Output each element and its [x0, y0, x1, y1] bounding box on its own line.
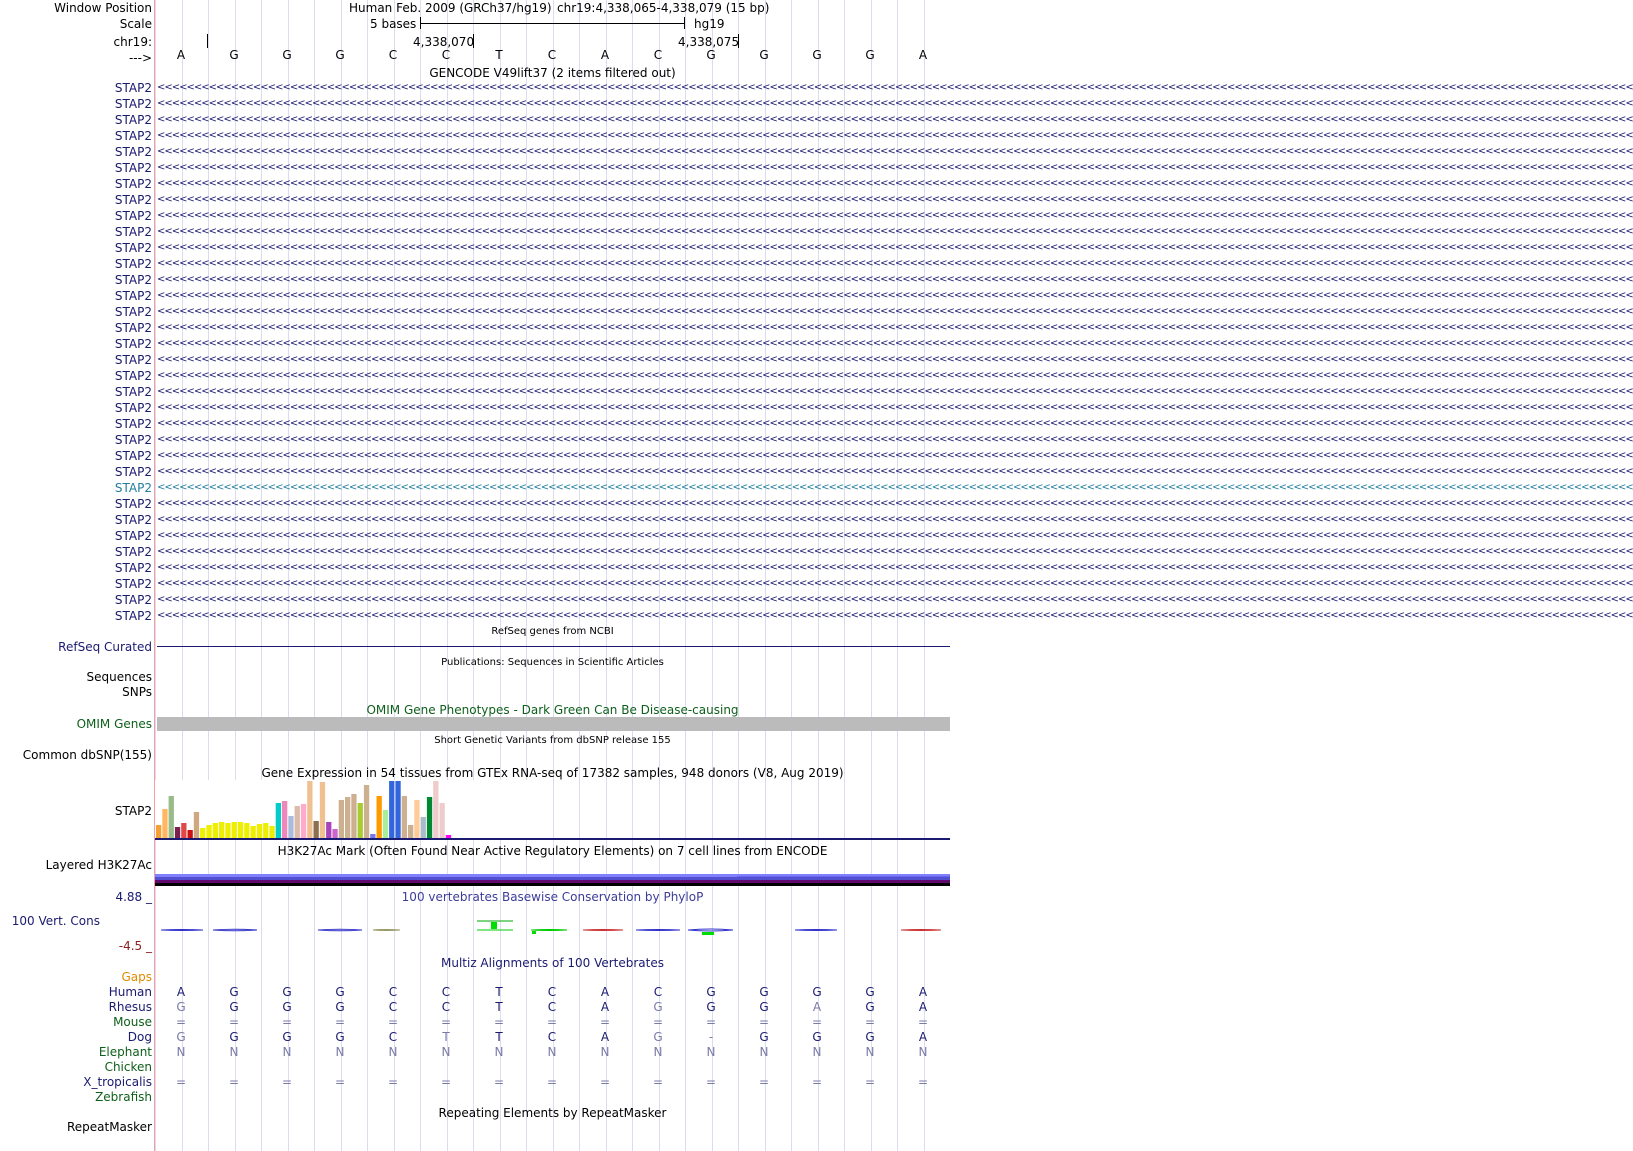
- multiz-base: A: [176, 985, 186, 999]
- multiz-base: =: [758, 1015, 770, 1029]
- gencode-transcript-line[interactable]: <<<<<<<<<<<<<<<<<<<<<<<<<<<<<<<<<<<<<<<<<<<<<<<<<<<<<<<<<<<<<<<<<<<<<<<<<<<<<<<<<<<<<<<<<<<<<<<<<<<<<<<<<<<<<<<<<<<<<<<<<<<<<<<<<<<<<<<<<<<<<<<<<<<<<<<<<<<<<<<<<<<<<<<<<<<<<<<<<<<<<<<<<<<<<<<<<<<<<<<<: [157, 306, 1633, 317]
- gencode-gene-label[interactable]: STAP2: [114, 97, 152, 111]
- gencode-transcript-line[interactable]: <<<<<<<<<<<<<<<<<<<<<<<<<<<<<<<<<<<<<<<<<<<<<<<<<<<<<<<<<<<<<<<<<<<<<<<<<<<<<<<<<<<<<<<<<<<<<<<<<<<<<<<<<<<<<<<<<<<<<<<<<<<<<<<<<<<<<<<<<<<<<<<<<<<<<<<<<<<<<<<<<<<<<<<<<<<<<<<<<<<<<<<<<<<<<<<<<<<<<<<<: [157, 370, 1633, 381]
- multiz-base: G: [229, 1030, 239, 1044]
- gencode-gene-label[interactable]: STAP2: [114, 321, 152, 335]
- gencode-gene-label[interactable]: STAP2: [114, 593, 152, 607]
- repeatmasker-title: Repeating Elements by RepeatMasker: [438, 1106, 667, 1120]
- multiz-base: =: [864, 1015, 876, 1029]
- gencode-transcript-line[interactable]: <<<<<<<<<<<<<<<<<<<<<<<<<<<<<<<<<<<<<<<<<<<<<<<<<<<<<<<<<<<<<<<<<<<<<<<<<<<<<<<<<<<<<<<<<<<<<<<<<<<<<<<<<<<<<<<<<<<<<<<<<<<<<<<<<<<<<<<<<<<<<<<<<<<<<<<<<<<<<<<<<<<<<<<<<<<<<<<<<<<<<<<<<<<<<<<<<<<<<<<<: [157, 210, 1633, 221]
- multiz-base: G: [176, 1000, 186, 1014]
- gencode-gene-label[interactable]: STAP2: [114, 433, 152, 447]
- multiz-base: =: [599, 1015, 611, 1029]
- position-label: chr19:4,338,065-4,338,079 (15 bp): [557, 1, 770, 15]
- multiz-base: G: [282, 1000, 292, 1014]
- multiz-base: G: [759, 1000, 769, 1014]
- gtex-gene-label[interactable]: STAP2: [114, 804, 152, 818]
- multiz-base: C: [441, 985, 451, 999]
- multiz-species-label[interactable]: Dog: [127, 1030, 152, 1044]
- base-letter: C: [653, 48, 663, 62]
- h3k27ac-label[interactable]: Layered H3K27Ac: [45, 858, 152, 872]
- gencode-gene-label[interactable]: STAP2: [114, 401, 152, 415]
- multiz-base: G: [335, 1000, 345, 1014]
- multiz-base: G: [229, 985, 239, 999]
- common-dbsnp-label[interactable]: Common dbSNP(155): [22, 748, 152, 762]
- multiz-base: C: [441, 1000, 451, 1014]
- multiz-base: N: [229, 1045, 239, 1059]
- phylop-segment: [901, 930, 941, 931]
- base-letter: G: [812, 48, 822, 62]
- multiz-base: N: [547, 1045, 557, 1059]
- multiz-base: =: [652, 1075, 664, 1089]
- gencode-transcript-line[interactable]: <<<<<<<<<<<<<<<<<<<<<<<<<<<<<<<<<<<<<<<<<<<<<<<<<<<<<<<<<<<<<<<<<<<<<<<<<<<<<<<<<<<<<<<<<<<<<<<<<<<<<<<<<<<<<<<<<<<<<<<<<<<<<<<<<<<<<<<<<<<<<<<<<<<<<<<<<<<<<<<<<<<<<<<<<<<<<<<<<<<<<<<<<<<<<<<<<<<<<<<<: [157, 146, 1633, 157]
- multiz-base: N: [706, 1045, 716, 1059]
- phylop-track-label[interactable]: 100 Vert. Cons: [11, 914, 100, 928]
- gencode-transcript-line[interactable]: <<<<<<<<<<<<<<<<<<<<<<<<<<<<<<<<<<<<<<<<<<<<<<<<<<<<<<<<<<<<<<<<<<<<<<<<<<<<<<<<<<<<<<<<<<<<<<<<<<<<<<<<<<<<<<<<<<<<<<<<<<<<<<<<<<<<<<<<<<<<<<<<<<<<<<<<<<<<<<<<<<<<<<<<<<<<<<<<<<<<<<<<<<<<<<<<<<<<<<<<: [157, 338, 1633, 349]
- multiz-base: =: [175, 1015, 187, 1029]
- gencode-transcript-line[interactable]: <<<<<<<<<<<<<<<<<<<<<<<<<<<<<<<<<<<<<<<<<<<<<<<<<<<<<<<<<<<<<<<<<<<<<<<<<<<<<<<<<<<<<<<<<<<<<<<<<<<<<<<<<<<<<<<<<<<<<<<<<<<<<<<<<<<<<<<<<<<<<<<<<<<<<<<<<<<<<<<<<<<<<<<<<<<<<<<<<<<<<<<<<<<<<<<<<<<<<<<<: [157, 546, 1633, 557]
- gencode-gene-label[interactable]: STAP2: [114, 273, 152, 287]
- multiz-base: =: [811, 1015, 823, 1029]
- multiz-base: N: [282, 1045, 292, 1059]
- phylop-peak: [532, 931, 536, 934]
- multiz-base: N: [176, 1045, 186, 1059]
- multiz-base: =: [705, 1015, 717, 1029]
- gencode-title: GENCODE V49lift37 (2 items filtered out): [429, 66, 676, 80]
- gencode-gene-label[interactable]: STAP2: [114, 529, 152, 543]
- multiz-base: G: [759, 1030, 769, 1044]
- multiz-base: G: [282, 985, 292, 999]
- multiz-base: =: [652, 1015, 664, 1029]
- multiz-base: G: [706, 1000, 716, 1014]
- multiz-base: =: [758, 1075, 770, 1089]
- gencode-gene-label[interactable]: STAP2: [114, 577, 152, 591]
- scale-db: hg19: [694, 17, 725, 31]
- multiz-base: G: [229, 1000, 239, 1014]
- gencode-gene-label[interactable]: STAP2: [114, 513, 152, 527]
- multiz-species-label[interactable]: Elephant: [98, 1045, 152, 1059]
- label-divider: [154, 0, 155, 1151]
- phylop-segment: [583, 930, 623, 931]
- phylop-segment: [161, 930, 203, 931]
- tracks-panel: [155, 0, 1633, 1151]
- window-position-label: Window Position: [54, 1, 152, 15]
- multiz-base: =: [175, 1075, 187, 1089]
- base-letter: G: [229, 48, 239, 62]
- multiz-base: =: [811, 1075, 823, 1089]
- multiz-species-label[interactable]: Rhesus: [108, 1000, 152, 1014]
- multiz-base: G: [812, 985, 822, 999]
- multiz-base: C: [388, 1030, 398, 1044]
- multiz-base: N: [441, 1045, 451, 1059]
- multiz-base: G: [812, 1030, 822, 1044]
- gencode-gene-label[interactable]: STAP2: [114, 241, 152, 255]
- multiz-base: =: [917, 1015, 929, 1029]
- multiz-base: G: [282, 1030, 292, 1044]
- gencode-transcript-line[interactable]: <<<<<<<<<<<<<<<<<<<<<<<<<<<<<<<<<<<<<<<<<<<<<<<<<<<<<<<<<<<<<<<<<<<<<<<<<<<<<<<<<<<<<<<<<<<<<<<<<<<<<<<<<<<<<<<<<<<<<<<<<<<<<<<<<<<<<<<<<<<<<<<<<<<<<<<<<<<<<<<<<<<<<<<<<<<<<<<<<<<<<<<<<<<<<<<<<<<<<<<<: [157, 498, 1633, 509]
- gencode-gene-label[interactable]: STAP2: [114, 353, 152, 367]
- gencode-transcript-line[interactable]: <<<<<<<<<<<<<<<<<<<<<<<<<<<<<<<<<<<<<<<<<<<<<<<<<<<<<<<<<<<<<<<<<<<<<<<<<<<<<<<<<<<<<<<<<<<<<<<<<<<<<<<<<<<<<<<<<<<<<<<<<<<<<<<<<<<<<<<<<<<<<<<<<<<<<<<<<<<<<<<<<<<<<<<<<<<<<<<<<<<<<<<<<<<<<<<<<<<<<<<<: [157, 466, 1633, 477]
- multiz-base: T: [495, 985, 503, 999]
- multiz-species-label[interactable]: Zebrafish: [95, 1090, 152, 1104]
- base-letter: G: [282, 48, 292, 62]
- multiz-species-label[interactable]: Chicken: [104, 1060, 152, 1074]
- multiz-base: G: [865, 985, 875, 999]
- phylop-title: 100 vertebrates Basewise Conservation by PhyloP: [401, 890, 704, 904]
- multiz-base: A: [600, 985, 610, 999]
- multiz-base: =: [546, 1015, 558, 1029]
- multiz-base: N: [812, 1045, 822, 1059]
- refseq-title: RefSeq genes from NCBI: [491, 626, 614, 637]
- chrom-label: chr19:: [113, 35, 152, 49]
- multiz-base: =: [493, 1075, 505, 1089]
- gencode-transcript-line[interactable]: <<<<<<<<<<<<<<<<<<<<<<<<<<<<<<<<<<<<<<<<<<<<<<<<<<<<<<<<<<<<<<<<<<<<<<<<<<<<<<<<<<<<<<<<<<<<<<<<<<<<<<<<<<<<<<<<<<<<<<<<<<<<<<<<<<<<<<<<<<<<<<<<<<<<<<<<<<<<<<<<<<<<<<<<<<<<<<<<<<<<<<<<<<<<<<<<<<<<<<<<: [157, 178, 1633, 189]
- gencode-gene-label[interactable]: STAP2: [114, 129, 152, 143]
- gencode-gene-label[interactable]: STAP2: [114, 81, 152, 95]
- gencode-transcript-line[interactable]: <<<<<<<<<<<<<<<<<<<<<<<<<<<<<<<<<<<<<<<<<<<<<<<<<<<<<<<<<<<<<<<<<<<<<<<<<<<<<<<<<<<<<<<<<<<<<<<<<<<<<<<<<<<<<<<<<<<<<<<<<<<<<<<<<<<<<<<<<<<<<<<<<<<<<<<<<<<<<<<<<<<<<<<<<<<<<<<<<<<<<<<<<<<<<<<<<<<<<<<<: [157, 274, 1633, 285]
- multiz-base: G: [653, 1030, 663, 1044]
- gencode-transcript-line[interactable]: <<<<<<<<<<<<<<<<<<<<<<<<<<<<<<<<<<<<<<<<<<<<<<<<<<<<<<<<<<<<<<<<<<<<<<<<<<<<<<<<<<<<<<<<<<<<<<<<<<<<<<<<<<<<<<<<<<<<<<<<<<<<<<<<<<<<<<<<<<<<<<<<<<<<<<<<<<<<<<<<<<<<<<<<<<<<<<<<<<<<<<<<<<<<<<<<<<<<<<<<: [157, 194, 1633, 205]
- base-letter: G: [865, 48, 875, 62]
- multiz-species-label[interactable]: X_tropicalis: [83, 1075, 152, 1089]
- repeatmasker-label[interactable]: RepeatMasker: [66, 1120, 152, 1134]
- base-letter: T: [495, 48, 503, 62]
- gencode-gene-label[interactable]: STAP2: [114, 225, 152, 239]
- gencode-transcript-line[interactable]: <<<<<<<<<<<<<<<<<<<<<<<<<<<<<<<<<<<<<<<<<<<<<<<<<<<<<<<<<<<<<<<<<<<<<<<<<<<<<<<<<<<<<<<<<<<<<<<<<<<<<<<<<<<<<<<<<<<<<<<<<<<<<<<<<<<<<<<<<<<<<<<<<<<<<<<<<<<<<<<<<<<<<<<<<<<<<<<<<<<<<<<<<<<<<<<<<<<<<<<<: [157, 610, 1633, 621]
- assembly-label: Human Feb. 2009 (GRCh37/hg19): [349, 1, 552, 15]
- multiz-base: G: [335, 1030, 345, 1044]
- multiz-species-label[interactable]: Mouse: [113, 1015, 152, 1029]
- base-letter: G: [759, 48, 769, 62]
- gencode-gene-label[interactable]: STAP2: [114, 481, 152, 495]
- base-letter: C: [547, 48, 557, 62]
- multiz-species-label[interactable]: Human: [108, 985, 152, 999]
- ruler-tick-label: 4,338,075: [678, 35, 740, 49]
- phylop-peak: [491, 922, 497, 929]
- phylop-segment: [636, 930, 680, 931]
- multiz-base: G: [865, 1030, 875, 1044]
- gencode-gene-label[interactable]: STAP2: [114, 193, 152, 207]
- gencode-transcript-line[interactable]: <<<<<<<<<<<<<<<<<<<<<<<<<<<<<<<<<<<<<<<<<<<<<<<<<<<<<<<<<<<<<<<<<<<<<<<<<<<<<<<<<<<<<<<<<<<<<<<<<<<<<<<<<<<<<<<<<<<<<<<<<<<<<<<<<<<<<<<<<<<<<<<<<<<<<<<<<<<<<<<<<<<<<<<<<<<<<<<<<<<<<<<<<<<<<<<<<<<<<<<<: [157, 354, 1633, 365]
- gencode-gene-label[interactable]: STAP2: [114, 369, 152, 383]
- base-letter: A: [918, 48, 928, 62]
- multiz-base: =: [864, 1075, 876, 1089]
- phylop-signal[interactable]: [155, 0, 1633, 1151]
- phylop-segment: [531, 930, 567, 931]
- gencode-gene-label[interactable]: STAP2: [114, 449, 152, 463]
- multiz-base: N: [335, 1045, 345, 1059]
- base-letter: A: [600, 48, 610, 62]
- gencode-gene-label[interactable]: STAP2: [114, 545, 152, 559]
- gencode-transcript-line[interactable]: <<<<<<<<<<<<<<<<<<<<<<<<<<<<<<<<<<<<<<<<<<<<<<<<<<<<<<<<<<<<<<<<<<<<<<<<<<<<<<<<<<<<<<<<<<<<<<<<<<<<<<<<<<<<<<<<<<<<<<<<<<<<<<<<<<<<<<<<<<<<<<<<<<<<<<<<<<<<<<<<<<<<<<<<<<<<<<<<<<<<<<<<<<<<<<<<<<<<<<<<: [157, 114, 1633, 125]
- gencode-gene-label[interactable]: STAP2: [114, 337, 152, 351]
- gencode-gene-label[interactable]: STAP2: [114, 497, 152, 511]
- gencode-gene-label[interactable]: STAP2: [114, 289, 152, 303]
- gencode-transcript-line[interactable]: <<<<<<<<<<<<<<<<<<<<<<<<<<<<<<<<<<<<<<<<<<<<<<<<<<<<<<<<<<<<<<<<<<<<<<<<<<<<<<<<<<<<<<<<<<<<<<<<<<<<<<<<<<<<<<<<<<<<<<<<<<<<<<<<<<<<<<<<<<<<<<<<<<<<<<<<<<<<<<<<<<<<<<<<<<<<<<<<<<<<<<<<<<<<<<<<<<<<<<<<: [157, 130, 1633, 141]
- base-letter: C: [388, 48, 398, 62]
- multiz-base: A: [918, 985, 928, 999]
- multiz-base: G: [176, 1030, 186, 1044]
- gencode-gene-label[interactable]: STAP2: [114, 385, 152, 399]
- multiz-base: =: [228, 1015, 240, 1029]
- multiz-base: =: [334, 1075, 346, 1089]
- strand-label: --->: [128, 51, 152, 65]
- gencode-transcript-line[interactable]: <<<<<<<<<<<<<<<<<<<<<<<<<<<<<<<<<<<<<<<<<<<<<<<<<<<<<<<<<<<<<<<<<<<<<<<<<<<<<<<<<<<<<<<<<<<<<<<<<<<<<<<<<<<<<<<<<<<<<<<<<<<<<<<<<<<<<<<<<<<<<<<<<<<<<<<<<<<<<<<<<<<<<<<<<<<<<<<<<<<<<<<<<<<<<<<<<<<<<<<<: [157, 82, 1633, 93]
- gencode-transcript-line[interactable]: <<<<<<<<<<<<<<<<<<<<<<<<<<<<<<<<<<<<<<<<<<<<<<<<<<<<<<<<<<<<<<<<<<<<<<<<<<<<<<<<<<<<<<<<<<<<<<<<<<<<<<<<<<<<<<<<<<<<<<<<<<<<<<<<<<<<<<<<<<<<<<<<<<<<<<<<<<<<<<<<<<<<<<<<<<<<<<<<<<<<<<<<<<<<<<<<<<<<<<<<: [157, 162, 1633, 173]
- multiz-base: A: [918, 1000, 928, 1014]
- omim-title: OMIM Gene Phenotypes - Dark Green Can Be Disease-causing: [366, 703, 739, 717]
- publications-title: Publications: Sequences in Scientific Articles: [441, 657, 664, 668]
- scale-label: Scale: [119, 17, 152, 31]
- phylop-segment: [795, 930, 837, 931]
- multiz-base: C: [547, 985, 557, 999]
- gencode-transcript-line[interactable]: <<<<<<<<<<<<<<<<<<<<<<<<<<<<<<<<<<<<<<<<<<<<<<<<<<<<<<<<<<<<<<<<<<<<<<<<<<<<<<<<<<<<<<<<<<<<<<<<<<<<<<<<<<<<<<<<<<<<<<<<<<<<<<<<<<<<<<<<<<<<<<<<<<<<<<<<<<<<<<<<<<<<<<<<<<<<<<<<<<<<<<<<<<<<<<<<<<<<<<<<: [157, 226, 1633, 237]
- multiz-base: N: [388, 1045, 398, 1059]
- phylop-min-label: -4.5 _: [118, 939, 152, 953]
- multiz-base: G: [335, 985, 345, 999]
- multiz-base: =: [705, 1075, 717, 1089]
- gencode-transcript-line[interactable]: <<<<<<<<<<<<<<<<<<<<<<<<<<<<<<<<<<<<<<<<<<<<<<<<<<<<<<<<<<<<<<<<<<<<<<<<<<<<<<<<<<<<<<<<<<<<<<<<<<<<<<<<<<<<<<<<<<<<<<<<<<<<<<<<<<<<<<<<<<<<<<<<<<<<<<<<<<<<<<<<<<<<<<<<<<<<<<<<<<<<<<<<<<<<<<<<<<<<<<<<: [157, 242, 1633, 253]
- multiz-base: =: [546, 1075, 558, 1089]
- gencode-transcript-line[interactable]: <<<<<<<<<<<<<<<<<<<<<<<<<<<<<<<<<<<<<<<<<<<<<<<<<<<<<<<<<<<<<<<<<<<<<<<<<<<<<<<<<<<<<<<<<<<<<<<<<<<<<<<<<<<<<<<<<<<<<<<<<<<<<<<<<<<<<<<<<<<<<<<<<<<<<<<<<<<<<<<<<<<<<<<<<<<<<<<<<<<<<<<<<<<<<<<<<<<<<<<<: [157, 530, 1633, 541]
- gencode-transcript-line[interactable]: <<<<<<<<<<<<<<<<<<<<<<<<<<<<<<<<<<<<<<<<<<<<<<<<<<<<<<<<<<<<<<<<<<<<<<<<<<<<<<<<<<<<<<<<<<<<<<<<<<<<<<<<<<<<<<<<<<<<<<<<<<<<<<<<<<<<<<<<<<<<<<<<<<<<<<<<<<<<<<<<<<<<<<<<<<<<<<<<<<<<<<<<<<<<<<<<<<<<<<<<: [157, 578, 1633, 589]
- scale-text: 5 bases: [370, 17, 417, 31]
- gencode-gene-label[interactable]: STAP2: [114, 465, 152, 479]
- multiz-base: C: [547, 1030, 557, 1044]
- gencode-transcript-line[interactable]: <<<<<<<<<<<<<<<<<<<<<<<<<<<<<<<<<<<<<<<<<<<<<<<<<<<<<<<<<<<<<<<<<<<<<<<<<<<<<<<<<<<<<<<<<<<<<<<<<<<<<<<<<<<<<<<<<<<<<<<<<<<<<<<<<<<<<<<<<<<<<<<<<<<<<<<<<<<<<<<<<<<<<<<<<<<<<<<<<<<<<<<<<<<<<<<<<<<<<<<<: [157, 450, 1633, 461]
- gencode-transcript-line[interactable]: <<<<<<<<<<<<<<<<<<<<<<<<<<<<<<<<<<<<<<<<<<<<<<<<<<<<<<<<<<<<<<<<<<<<<<<<<<<<<<<<<<<<<<<<<<<<<<<<<<<<<<<<<<<<<<<<<<<<<<<<<<<<<<<<<<<<<<<<<<<<<<<<<<<<<<<<<<<<<<<<<<<<<<<<<<<<<<<<<<<<<<<<<<<<<<<<<<<<<<<<: [157, 290, 1633, 301]
- gencode-transcript-line[interactable]: <<<<<<<<<<<<<<<<<<<<<<<<<<<<<<<<<<<<<<<<<<<<<<<<<<<<<<<<<<<<<<<<<<<<<<<<<<<<<<<<<<<<<<<<<<<<<<<<<<<<<<<<<<<<<<<<<<<<<<<<<<<<<<<<<<<<<<<<<<<<<<<<<<<<<<<<<<<<<<<<<<<<<<<<<<<<<<<<<<<<<<<<<<<<<<<<<<<<<<<<: [157, 434, 1633, 445]
- gencode-gene-label[interactable]: STAP2: [114, 257, 152, 271]
- gtex-title: Gene Expression in 54 tissues from GTEx RNA-seq of 17382 samples, 948 donors (V8, Aug 2019): [261, 766, 844, 780]
- gencode-transcript-line[interactable]: <<<<<<<<<<<<<<<<<<<<<<<<<<<<<<<<<<<<<<<<<<<<<<<<<<<<<<<<<<<<<<<<<<<<<<<<<<<<<<<<<<<<<<<<<<<<<<<<<<<<<<<<<<<<<<<<<<<<<<<<<<<<<<<<<<<<<<<<<<<<<<<<<<<<<<<<<<<<<<<<<<<<<<<<<<<<<<<<<<<<<<<<<<<<<<<<<<<<<<<<: [157, 594, 1633, 605]
- multiz-base: T: [495, 1030, 503, 1044]
- h3k27ac-title: H3K27Ac Mark (Often Found Near Active Regulatory Elements) on 7 cell lines from ENCODE: [277, 844, 828, 858]
- multiz-base: N: [865, 1045, 875, 1059]
- gencode-gene-label[interactable]: STAP2: [114, 209, 152, 223]
- multiz-base: T: [442, 1030, 450, 1044]
- multiz-base: =: [281, 1015, 293, 1029]
- multiz-base: N: [600, 1045, 610, 1059]
- multiz-base: =: [281, 1075, 293, 1089]
- multiz-base: G: [759, 985, 769, 999]
- omim-label[interactable]: OMIM Genes: [76, 717, 152, 731]
- multiz-base: =: [387, 1075, 399, 1089]
- gencode-gene-label[interactable]: STAP2: [114, 305, 152, 319]
- snps-label[interactable]: SNPs: [122, 685, 152, 699]
- gencode-transcript-line[interactable]: <<<<<<<<<<<<<<<<<<<<<<<<<<<<<<<<<<<<<<<<<<<<<<<<<<<<<<<<<<<<<<<<<<<<<<<<<<<<<<<<<<<<<<<<<<<<<<<<<<<<<<<<<<<<<<<<<<<<<<<<<<<<<<<<<<<<<<<<<<<<<<<<<<<<<<<<<<<<<<<<<<<<<<<<<<<<<<<<<<<<<<<<<<<<<<<<<<<<<<<<: [157, 562, 1633, 573]
- base-letter: A: [176, 48, 186, 62]
- multiz-base: N: [653, 1045, 663, 1059]
- multiz-base: -: [708, 1030, 714, 1044]
- multiz-base: G: [706, 985, 716, 999]
- gencode-gene-label[interactable]: STAP2: [114, 113, 152, 127]
- base-letter: G: [706, 48, 716, 62]
- ruler-tick-label: 4,338,070: [413, 35, 475, 49]
- multiz-base: G: [653, 1000, 663, 1014]
- gencode-gene-label[interactable]: STAP2: [114, 609, 152, 623]
- multiz-base: N: [759, 1045, 769, 1059]
- gencode-gene-label[interactable]: STAP2: [114, 161, 152, 175]
- dbsnp-title: Short Genetic Variants from dbSNP release 155: [434, 735, 671, 746]
- multiz-base: C: [653, 985, 663, 999]
- gencode-transcript-line[interactable]: <<<<<<<<<<<<<<<<<<<<<<<<<<<<<<<<<<<<<<<<<<<<<<<<<<<<<<<<<<<<<<<<<<<<<<<<<<<<<<<<<<<<<<<<<<<<<<<<<<<<<<<<<<<<<<<<<<<<<<<<<<<<<<<<<<<<<<<<<<<<<<<<<<<<<<<<<<<<<<<<<<<<<<<<<<<<<<<<<<<<<<<<<<<<<<<<<<<<<<<<: [157, 418, 1633, 429]
- base-letter: C: [441, 48, 451, 62]
- gencode-transcript-line[interactable]: <<<<<<<<<<<<<<<<<<<<<<<<<<<<<<<<<<<<<<<<<<<<<<<<<<<<<<<<<<<<<<<<<<<<<<<<<<<<<<<<<<<<<<<<<<<<<<<<<<<<<<<<<<<<<<<<<<<<<<<<<<<<<<<<<<<<<<<<<<<<<<<<<<<<<<<<<<<<<<<<<<<<<<<<<<<<<<<<<<<<<<<<<<<<<<<<<<<<<<<<: [157, 514, 1633, 525]
- phylop-segment: [213, 929, 257, 931]
- gencode-transcript-line[interactable]: <<<<<<<<<<<<<<<<<<<<<<<<<<<<<<<<<<<<<<<<<<<<<<<<<<<<<<<<<<<<<<<<<<<<<<<<<<<<<<<<<<<<<<<<<<<<<<<<<<<<<<<<<<<<<<<<<<<<<<<<<<<<<<<<<<<<<<<<<<<<<<<<<<<<<<<<<<<<<<<<<<<<<<<<<<<<<<<<<<<<<<<<<<<<<<<<<<<<<<<<: [157, 402, 1633, 413]
- refseq-label[interactable]: RefSeq Curated: [58, 640, 152, 654]
- multiz-base: G: [865, 1000, 875, 1014]
- gencode-transcript-line[interactable]: <<<<<<<<<<<<<<<<<<<<<<<<<<<<<<<<<<<<<<<<<<<<<<<<<<<<<<<<<<<<<<<<<<<<<<<<<<<<<<<<<<<<<<<<<<<<<<<<<<<<<<<<<<<<<<<<<<<<<<<<<<<<<<<<<<<<<<<<<<<<<<<<<<<<<<<<<<<<<<<<<<<<<<<<<<<<<<<<<<<<<<<<<<<<<<<<<<<<<<<<: [157, 322, 1633, 333]
- multiz-base: =: [917, 1075, 929, 1089]
- multiz-base: =: [228, 1075, 240, 1089]
- multiz-base: C: [388, 985, 398, 999]
- multiz-base: T: [495, 1000, 503, 1014]
- phylop-segment: [688, 929, 733, 931]
- phylop-peak: [702, 932, 714, 935]
- gencode-transcript-line[interactable]: <<<<<<<<<<<<<<<<<<<<<<<<<<<<<<<<<<<<<<<<<<<<<<<<<<<<<<<<<<<<<<<<<<<<<<<<<<<<<<<<<<<<<<<<<<<<<<<<<<<<<<<<<<<<<<<<<<<<<<<<<<<<<<<<<<<<<<<<<<<<<<<<<<<<<<<<<<<<<<<<<<<<<<<<<<<<<<<<<<<<<<<<<<<<<<<<<<<<<<<<: [157, 98, 1633, 109]
- base-letter: G: [335, 48, 345, 62]
- phylop-segment: [373, 930, 400, 931]
- multiz-base: =: [387, 1015, 399, 1029]
- multiz-base: A: [812, 1000, 822, 1014]
- multiz-base: C: [388, 1000, 398, 1014]
- multiz-base: =: [599, 1075, 611, 1089]
- gencode-transcript-line[interactable]: <<<<<<<<<<<<<<<<<<<<<<<<<<<<<<<<<<<<<<<<<<<<<<<<<<<<<<<<<<<<<<<<<<<<<<<<<<<<<<<<<<<<<<<<<<<<<<<<<<<<<<<<<<<<<<<<<<<<<<<<<<<<<<<<<<<<<<<<<<<<<<<<<<<<<<<<<<<<<<<<<<<<<<<<<<<<<<<<<<<<<<<<<<<<<<<<<<<<<<<<: [157, 482, 1633, 493]
- gencode-gene-label[interactable]: STAP2: [114, 417, 152, 431]
- multiz-base: N: [918, 1045, 928, 1059]
- multiz-base: =: [493, 1015, 505, 1029]
- multiz-base: =: [440, 1075, 452, 1089]
- multiz-base: N: [494, 1045, 504, 1059]
- phylop-max-label: 4.88 _: [115, 890, 152, 904]
- multiz-title: Multiz Alignments of 100 Vertebrates: [440, 956, 665, 970]
- track-labels: [0, 0, 154, 1151]
- gencode-gene-label[interactable]: STAP2: [114, 561, 152, 575]
- gencode-transcript-line[interactable]: <<<<<<<<<<<<<<<<<<<<<<<<<<<<<<<<<<<<<<<<<<<<<<<<<<<<<<<<<<<<<<<<<<<<<<<<<<<<<<<<<<<<<<<<<<<<<<<<<<<<<<<<<<<<<<<<<<<<<<<<<<<<<<<<<<<<<<<<<<<<<<<<<<<<<<<<<<<<<<<<<<<<<<<<<<<<<<<<<<<<<<<<<<<<<<<<<<<<<<<<: [157, 386, 1633, 397]
- multiz-base: C: [547, 1000, 557, 1014]
- multiz-base: =: [334, 1015, 346, 1029]
- gencode-gene-label[interactable]: STAP2: [114, 177, 152, 191]
- gencode-transcript-line[interactable]: <<<<<<<<<<<<<<<<<<<<<<<<<<<<<<<<<<<<<<<<<<<<<<<<<<<<<<<<<<<<<<<<<<<<<<<<<<<<<<<<<<<<<<<<<<<<<<<<<<<<<<<<<<<<<<<<<<<<<<<<<<<<<<<<<<<<<<<<<<<<<<<<<<<<<<<<<<<<<<<<<<<<<<<<<<<<<<<<<<<<<<<<<<<<<<<<<<<<<<<<: [157, 258, 1633, 269]
- multiz-base: A: [600, 1030, 610, 1044]
- gaps-label: Gaps: [121, 970, 152, 984]
- multiz-base: =: [440, 1015, 452, 1029]
- phylop-segment: [318, 929, 362, 931]
- gencode-gene-label[interactable]: STAP2: [114, 145, 152, 159]
- multiz-base: A: [600, 1000, 610, 1014]
- multiz-base: A: [918, 1030, 928, 1044]
- sequences-label[interactable]: Sequences: [86, 670, 152, 684]
